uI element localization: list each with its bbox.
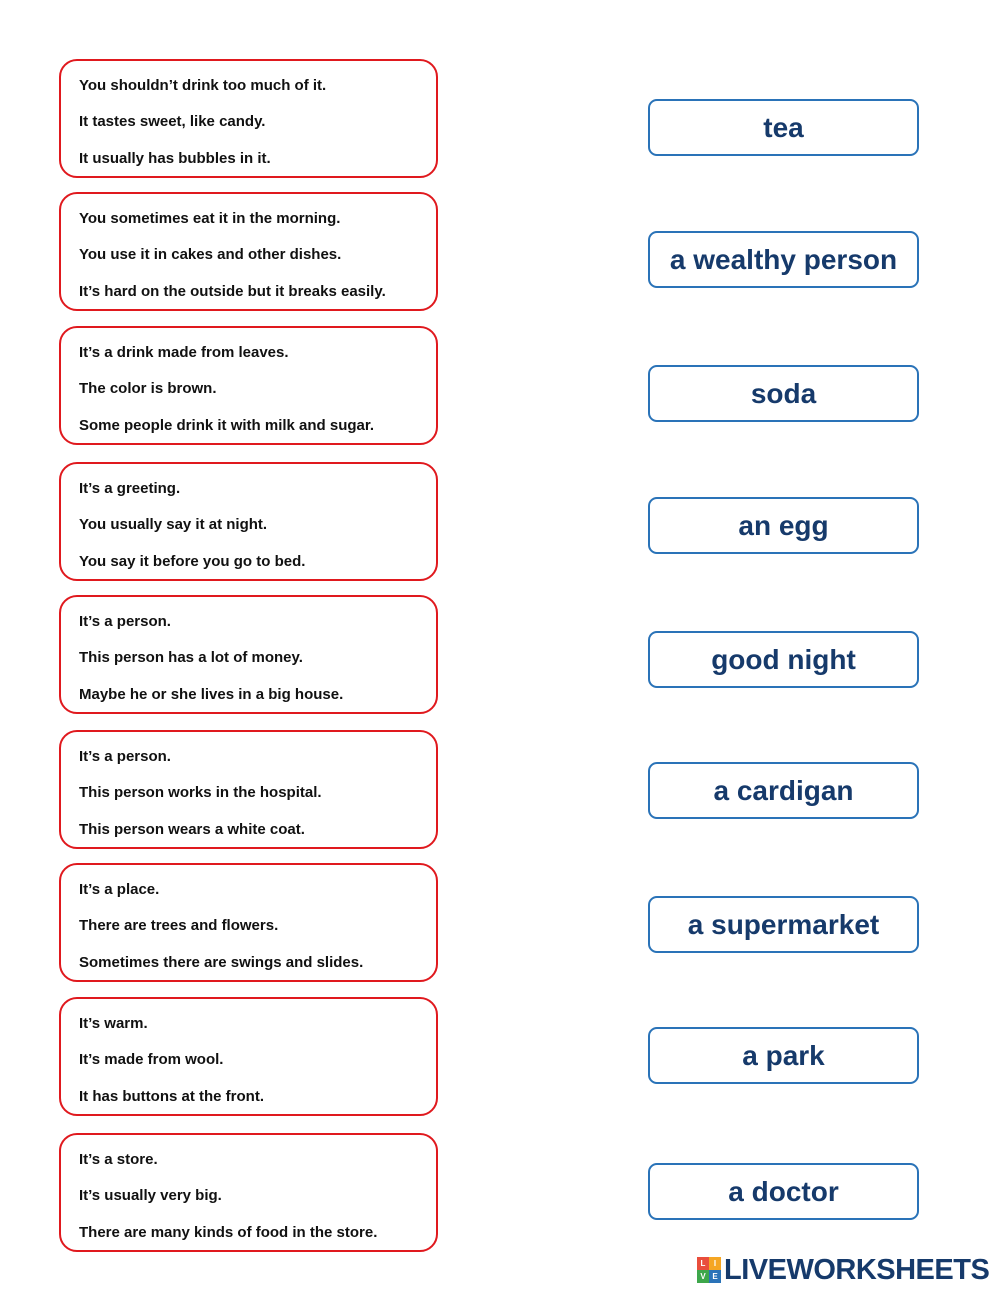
answer-label: a wealthy person — [669, 243, 898, 275]
answer-box[interactable] — [648, 365, 919, 422]
clue-line: It’s usually very big. — [79, 1187, 222, 1204]
answer-label: good night — [711, 643, 856, 675]
clue-line: This person has a lot of money. — [79, 649, 303, 666]
clue-line: There are many kinds of food in the store. — [79, 1224, 378, 1241]
clue-line: It’s a place. — [79, 881, 160, 898]
brand-mark-icon — [697, 1257, 721, 1283]
clue-card — [59, 863, 438, 982]
brand-mark-letter: I — [709, 1257, 721, 1270]
answer-box[interactable] — [648, 231, 919, 288]
answer-box[interactable] — [648, 497, 919, 554]
clue-card — [59, 59, 438, 178]
clue-card — [59, 997, 438, 1116]
answer-box[interactable] — [648, 631, 919, 688]
clue-line: It’s warm. — [79, 1015, 148, 1032]
answer-box[interactable] — [648, 99, 919, 156]
clue-line: It’s made from wool. — [79, 1051, 224, 1068]
brand-mark-letter: V — [697, 1270, 709, 1283]
clue-line: It usually has bubbles in it. — [79, 150, 271, 167]
clue-card — [59, 326, 438, 445]
answer-label: tea — [763, 111, 804, 143]
clue-card — [59, 595, 438, 714]
clue-card — [59, 462, 438, 581]
clue-line: There are trees and flowers. — [79, 917, 279, 934]
answer-box[interactable] — [648, 1027, 919, 1084]
answer-label: a supermarket — [687, 908, 880, 940]
clue-line: Some people drink it with milk and sugar. — [79, 417, 375, 434]
clue-line: It tastes sweet, like candy. — [79, 113, 266, 130]
brand-mark-letter: L — [697, 1257, 709, 1270]
answer-label: a park — [742, 1039, 825, 1071]
clue-line: You usually say it at night. — [79, 516, 268, 533]
answer-label: a cardigan — [713, 774, 854, 806]
clue-line: It has buttons at the front. — [79, 1088, 264, 1105]
clue-line: Maybe he or she lives in a big house. — [79, 686, 344, 703]
brand-name: LIVEWORKSHEETS — [724, 1253, 990, 1286]
answer-label: soda — [750, 377, 817, 409]
clue-line: You use it in cakes and other dishes. — [79, 246, 342, 263]
clue-card — [59, 1133, 438, 1252]
answer-box[interactable] — [648, 896, 919, 953]
answer-box[interactable] — [648, 762, 919, 819]
clue-line: You sometimes eat it in the morning. — [79, 210, 341, 227]
clue-card — [59, 730, 438, 849]
clue-line: You say it before you go to bed. — [79, 553, 306, 570]
answer-label: an egg — [738, 509, 829, 541]
clue-line: It’s a person. — [79, 748, 171, 765]
brand-mark-letter: E — [709, 1270, 721, 1283]
clue-line: Sometimes there are swings and slides. — [79, 954, 364, 971]
clue-line: It’s a store. — [79, 1151, 158, 1168]
clue-line: It’s a drink made from leaves. — [79, 344, 289, 361]
answer-label: a doctor — [728, 1175, 839, 1207]
clue-line: It’s hard on the outside but it breaks easily. — [79, 283, 386, 300]
brand-logo — [697, 1254, 989, 1286]
clue-line: This person works in the hospital. — [79, 784, 322, 801]
clue-line: It’s a person. — [79, 613, 171, 630]
clue-card — [59, 192, 438, 311]
clue-line: The color is brown. — [79, 380, 217, 397]
answer-box[interactable] — [648, 1163, 919, 1220]
clue-line: This person wears a white coat. — [79, 821, 305, 838]
clue-line: You shouldn’t drink too much of it. — [79, 77, 327, 94]
clue-line: It’s a greeting. — [79, 480, 181, 497]
